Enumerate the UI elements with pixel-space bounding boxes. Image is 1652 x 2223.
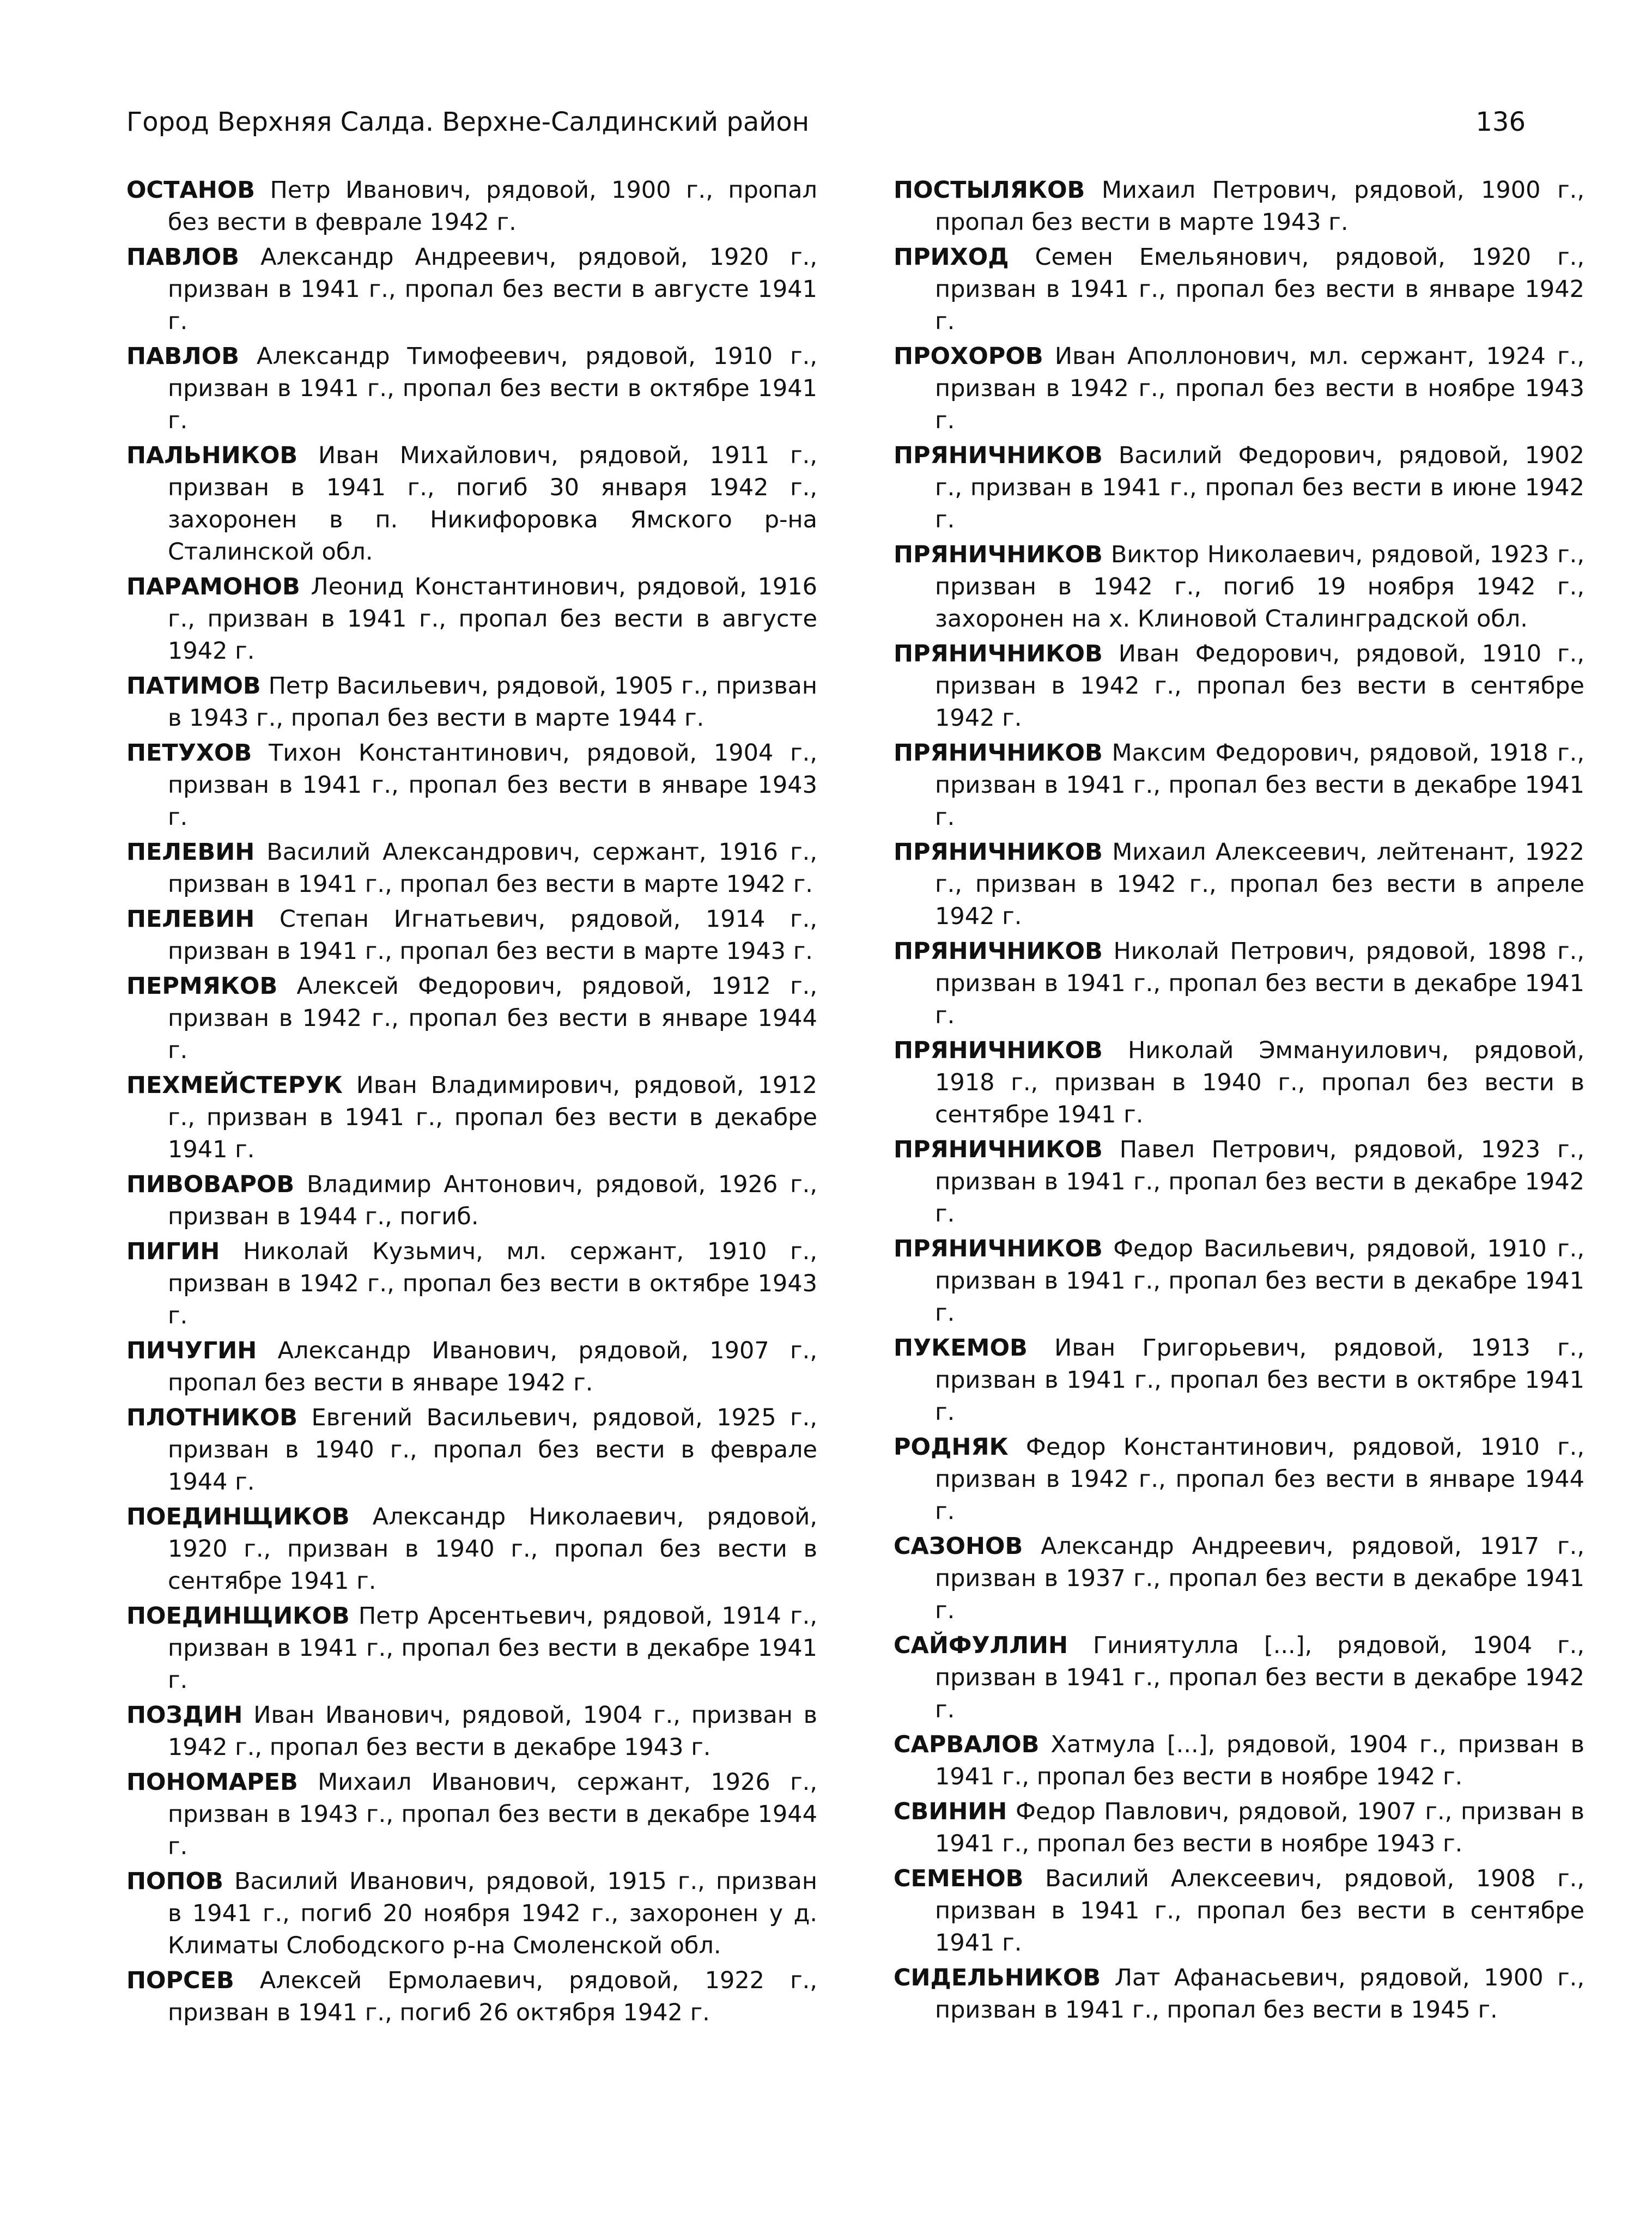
memorial-entry (894, 341, 1584, 437)
entry-details: Александр Андреевич, рядовой, 1917 г., призван в 1937 г., пропал без вести в декабре 1941 г. (935, 1533, 1584, 1624)
entry-surname: СЕМЕНОВ (894, 1865, 1024, 1892)
memorial-entry (126, 1965, 817, 2029)
entry-surname: ПРЯНИЧНИКОВ (894, 640, 1103, 667)
entry-details: Иван Аполлонович, мл. сержант, 1924 г., призван в 1942 г., пропал без вести в ноябре 1943 г. (935, 343, 1584, 434)
entry-details: Гиниятулла [...], рядовой, 1904 г., призван в 1941 г., пропал без вести в декабре 1942 г. (935, 1632, 1584, 1723)
entry-details: Хатмула [...], рядовой, 1904 г., призван в 1941 г., пропал без вести в ноябре 1942 г. (935, 1731, 1584, 1790)
memorial-entry (894, 1233, 1584, 1329)
memorial-entry (126, 903, 817, 968)
memorial-entry (894, 1796, 1584, 1860)
entry-surname: ПОНОМАРЕВ (126, 1769, 298, 1796)
memorial-entry (126, 1766, 817, 1863)
memorial-entry (126, 341, 817, 437)
entry-surname: САЗОНОВ (894, 1533, 1023, 1560)
memorial-entry (894, 1035, 1584, 1131)
memorial-entry (126, 836, 817, 901)
page-header (126, 107, 1526, 150)
memorial-entry (126, 174, 817, 239)
entry-details: Виктор Николаевич, рядовой, 1923 г., призван в 1942 г., погиб 19 ноября 1942 г., захоронен на х. Клиновой Сталинградской обл. (935, 541, 1585, 633)
entry-surname: ПРОХОРОВ (894, 343, 1043, 370)
entry-surname: ПЕХМЕЙСТЕРУК (126, 1072, 343, 1099)
memorial-entry (894, 174, 1584, 239)
entry-surname: ПАВЛОВ (126, 244, 240, 271)
entry-details: Лат Афанасьевич, рядовой, 1900 г., призван в 1941 г., пропал без вести в 1945 г. (935, 1964, 1584, 2024)
running-title: Город Верхняя Салда. Верхне-Салдинский район (126, 107, 810, 137)
entry-surname: ПЕРМЯКОВ (126, 973, 278, 1000)
memorial-entry (126, 440, 817, 568)
entry-surname: ПОЗДИН (126, 1702, 243, 1729)
entry-surname: ПАРАМОНОВ (126, 573, 300, 600)
entry-surname: ПОСТЫЛЯКОВ (894, 177, 1085, 204)
memorial-entry (126, 1070, 817, 1166)
entry-surname: ПРЯНИЧНИКОВ (894, 1235, 1103, 1262)
entry-details: Иван Григорьевич, рядовой, 1913 г., призван в 1941 г., пропал без вести в октябре 1941 г. (935, 1334, 1584, 1426)
entry-details: Иван Иванович, рядовой, 1904 г., призван в 1942 г., пропал без вести в декабре 1943 г. (168, 1702, 818, 1761)
entry-details: Александр Тимофеевич, рядовой, 1910 г., призван в 1941 г., пропал без вести в октябре 1941 г. (168, 343, 818, 434)
entry-details: Александр Иванович, рядовой, 1907 г., пропал без вести в январе 1942 г. (168, 1337, 817, 1396)
entry-surname: ПЛОТНИКОВ (126, 1404, 298, 1431)
memorial-entry (894, 1431, 1584, 1528)
entry-details: Николай Кузьмич, мл. сержант, 1910 г., призван в 1942 г., пропал без вести в октябре 1943 г. (168, 1238, 817, 1329)
entry-surname: ПРЯНИЧНИКОВ (894, 1037, 1103, 1064)
entry-details: Василий Федорович, рядовой, 1902 г., призван в 1941 г., пропал без вести в июне 1942 г. (935, 442, 1584, 533)
memorial-entry (126, 1169, 817, 1233)
memorial-entry (126, 1866, 817, 1962)
memorial-entry (126, 737, 817, 834)
entry-surname: ПИВОВАРОВ (126, 1171, 295, 1198)
memorial-entry (894, 539, 1584, 635)
entry-details: Тихон Константинович, рядовой, 1904 г., призван в 1941 г., пропал без вести в январе 1943 г. (168, 739, 817, 831)
entry-details: Петр Арсентьевич, рядовой, 1914 г., призван в 1941 г., пропал без вести в декабре 1941 г. (168, 1602, 817, 1694)
entry-surname: ПРИХОД (894, 244, 1009, 271)
entry-details: Федор Константинович, рядовой, 1910 г., призван в 1942 г., пропал без вести в январе 1944 г. (935, 1434, 1584, 1525)
memorial-entry (126, 1600, 817, 1697)
memorial-entry (894, 737, 1584, 834)
right-column (894, 174, 1584, 2029)
entry-details: Федор Павлович, рядовой, 1907 г., призван в 1941 г., пропал без вести в ноябре 1943 г. (935, 1798, 1584, 1857)
entry-surname: ПОПОВ (126, 1868, 223, 1895)
entry-surname: ПИГИН (126, 1238, 220, 1265)
memorial-entry (894, 1962, 1584, 2026)
entry-details: Федор Васильевич, рядовой, 1910 г., призван в 1941 г., пропал без вести в декабре 1941 г. (935, 1235, 1584, 1327)
entry-details: Василий Иванович, рядовой, 1915 г., призван в 1941 г., погиб 20 ноября 1942 г., захоронен у д. Климаты Слободского р-на Смоленской обл. (168, 1868, 817, 1959)
entry-details: Семен Емельянович, рядовой, 1920 г., призван в 1941 г., пропал без вести в январе 1942 г. (935, 244, 1585, 335)
entry-details: Михаил Иванович, сержант, 1926 г., призван в 1943 г., пропал без вести в декабре 1944 г. (168, 1769, 818, 1860)
entry-surname: ПАТИМОВ (126, 672, 261, 700)
entry-surname: ПРЯНИЧНИКОВ (894, 541, 1103, 568)
entry-surname: РОДНЯК (894, 1434, 1009, 1461)
entry-details: Алексей Федорович, рядовой, 1912 г., призван в 1942 г., пропал без вести в январе 1944 г. (168, 973, 818, 1064)
entry-details: Павел Петрович, рядовой, 1923 г., призван в 1941 г., пропал без вести в декабре 1942 г. (935, 1136, 1584, 1228)
entry-surname: САРВАЛОВ (894, 1731, 1040, 1758)
entry-surname: ПРЯНИЧНИКОВ (894, 739, 1103, 767)
entry-surname: ПЕЛЕВИН (126, 906, 255, 933)
entry-surname: ПОЕДИНЩИКОВ (126, 1503, 350, 1530)
entry-details: Максим Федорович, рядовой, 1918 г., призван в 1941 г., пропал без вести в декабре 1941 г. (935, 739, 1584, 831)
memorial-entry (894, 1630, 1584, 1726)
memorial-entry (894, 1134, 1584, 1230)
memorial-entry (126, 1402, 817, 1498)
memorial-entry (894, 241, 1584, 338)
entry-details: Иван Михайлович, рядовой, 1911 г., призван в 1941 г., погиб 30 января 1942 г., захоронен в п. Никифоровка Ямского р-на Сталинской обл. (168, 442, 817, 566)
entry-details: Михаил Петрович, рядовой, 1900 г., пропал без вести в марте 1943 г. (935, 177, 1584, 236)
entry-surname: ОСТАНОВ (126, 177, 256, 204)
entry-surname: ПЕТУХОВ (126, 739, 252, 767)
entry-details: Александр Андреевич, рядовой, 1920 г., призван в 1941 г., пропал без вести в августе 1941 г. (168, 244, 817, 335)
entry-surname: ПОЕДИНЩИКОВ (126, 1602, 350, 1630)
entry-surname: ПРЯНИЧНИКОВ (894, 839, 1103, 866)
entry-surname: ПУКЕМОВ (894, 1334, 1028, 1362)
left-column (126, 174, 817, 2032)
entry-details: Василий Алексеевич, рядовой, 1908 г., призван в 1941 г., пропал без вести в сентябре 1941 г. (935, 1865, 1584, 1957)
entry-details: Степан Игнатьевич, рядовой, 1914 г., призван в 1941 г., пропал без вести в марте 1943 г. (168, 906, 817, 965)
entry-details: Петр Васильевич, рядовой, 1905 г., призван в 1943 г., пропал без вести в марте 1944 г. (168, 672, 818, 732)
entry-details: Иван Федорович, рядовой, 1910 г., призван в 1942 г., пропал без вести в сентябре 1942 г. (935, 640, 1584, 732)
entry-surname: ПЕЛЕВИН (126, 839, 255, 866)
entry-surname: ПИЧУГИН (126, 1337, 257, 1364)
entry-surname: ПАЛЬНИКОВ (126, 442, 298, 469)
memorial-entry (894, 1863, 1584, 1959)
page-number: 136 (1475, 107, 1526, 137)
entry-surname: ПРЯНИЧНИКОВ (894, 1136, 1103, 1163)
memorial-entry (894, 936, 1584, 1032)
memorial-entry (126, 571, 817, 667)
entry-details: Николай Эммануилович, рядовой, 1918 г., призван в 1940 г., пропал без вести в сентябре 1941 г. (935, 1037, 1585, 1128)
entry-surname: ПАВЛОВ (126, 343, 240, 370)
memorial-entry (126, 970, 817, 1067)
entry-details: Николай Петрович, рядовой, 1898 г., призван в 1941 г., пропал без вести в декабре 1941 г. (935, 938, 1584, 1029)
memorial-entry (126, 1699, 817, 1764)
entry-details: Александр Николаевич, рядовой, 1920 г., призван в 1940 г., пропал без вести в сентябре 1941 г. (168, 1503, 817, 1595)
entry-details: Алексей Ермолаевич, рядовой, 1922 г., призван в 1941 г., погиб 26 октября 1942 г. (168, 1967, 818, 2026)
entry-surname: САЙФУЛЛИН (894, 1632, 1068, 1659)
entry-surname: ПОРСЕВ (126, 1967, 234, 1994)
memorial-entry (126, 1335, 817, 1399)
entry-details: Владимир Антонович, рядовой, 1926 г., призван в 1944 г., погиб. (168, 1171, 818, 1230)
memorial-entry (894, 1530, 1584, 1627)
entry-details: Василий Александрович, сержант, 1916 г., призван в 1941 г., пропал без вести в марте 1942 г. (168, 839, 817, 898)
memorial-entry (894, 1332, 1584, 1429)
entry-surname: СВИНИН (894, 1798, 1007, 1825)
entry-details: Петр Иванович, рядовой, 1900 г., пропал без вести в феврале 1942 г. (168, 177, 818, 236)
memorial-entry (126, 1236, 817, 1332)
memorial-entry (894, 638, 1584, 734)
entry-details: Иван Владимирович, рядовой, 1912 г., призван в 1941 г., пропал без вести в декабре 1941 г. (168, 1072, 818, 1163)
memorial-entry (894, 440, 1584, 536)
memorial-entry (126, 1501, 817, 1598)
entry-details: Евгений Васильевич, рядовой, 1925 г., призван в 1940 г., пропал без вести в феврале 1944 г. (168, 1404, 817, 1496)
entry-surname: СИДЕЛЬНИКОВ (894, 1964, 1101, 1991)
entry-details: Михаил Алексеевич, лейтенант, 1922 г., призван в 1942 г., пропал без вести в апреле 1942 г. (935, 839, 1585, 930)
memorial-entry (126, 670, 817, 734)
memorial-entry (894, 836, 1584, 933)
entry-surname: ПРЯНИЧНИКОВ (894, 938, 1103, 965)
memorial-entry (894, 1729, 1584, 1793)
entry-details: Леонид Константинович, рядовой, 1916 г., призван в 1941 г., пропал без вести в августе 1942 г. (168, 573, 818, 665)
memorial-entry (126, 241, 817, 338)
entry-surname: ПРЯНИЧНИКОВ (894, 442, 1103, 469)
